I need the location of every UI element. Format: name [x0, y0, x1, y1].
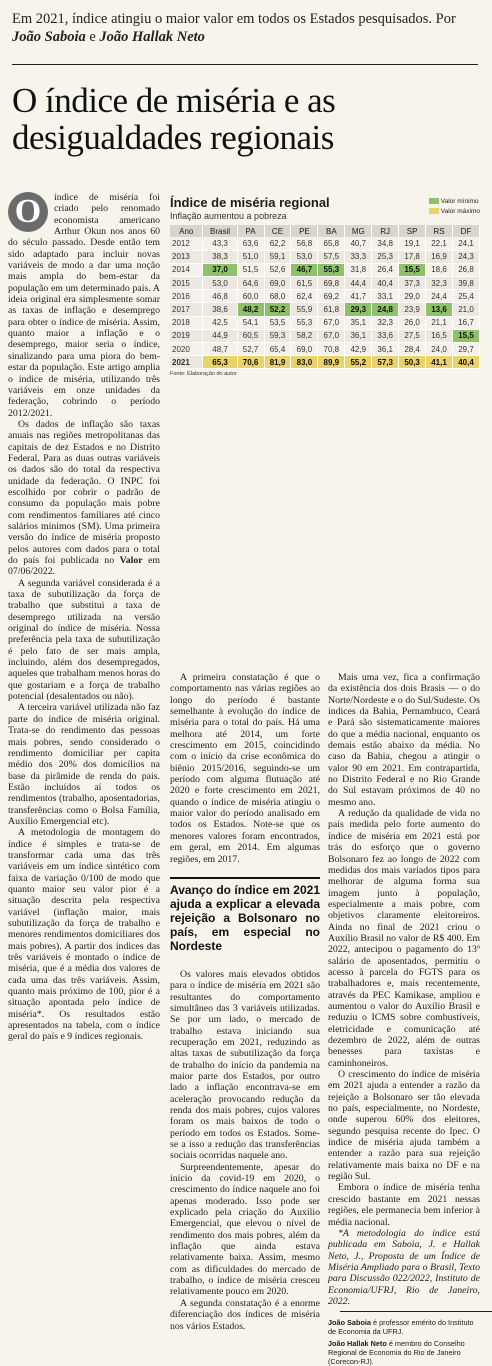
value-cell: 37,3 [399, 277, 426, 290]
misery-index-table [170, 195, 480, 377]
value-cell: 57,5 [318, 250, 345, 263]
column-header-rs: RS [426, 225, 453, 237]
drop-cap: O [8, 192, 48, 232]
paragraph: A segunda variável considerada é a taxa de subutilização da força de trabalho que substitui a taxa de desemprego utilizada na versão original do índice de miséria. Nossa preferência pela taxa de subutilização é pelo fato de ser mais ampla, incluindo, além dos desempregados, aqueles que trabalham menos horas do que gostariam e a força de trabalho potencial (desalentados ou não). [8, 577, 160, 703]
value-cell: 70,6 [237, 356, 264, 369]
year-cell: 2012 [170, 237, 203, 250]
column-header-df: DF [452, 225, 479, 237]
paragraph: A redução da qualidade de vida no país medida pelo forte aumento do índice de miséria em 2021 está por trás do esforço que o governo Bolsonaro fez ao longo de 2022 com medidas dos mais variados tipos para melhorar de alguma forma sua imagem junto à população, especialmente a mais pobre, com objetivos claramente eleitoreiros. Ainda no final de 2021 criou o Auxílio Brasil no valor de R$ 400. Em 2022, antecipou o pagamento do 13º salário de aposentados, permitiu o acesso à parcela do FGTS para os trabalhadores e, mais recentemente, através da PEC Kamikase, ampliou e aumentou o valor do Auxílio Brasil e reduziu o ICMS sobre combustíveis, eletricidade e comunicação até dezembro de 2022, além de outras benesses para taxistas e caminhoneiros. [328, 808, 480, 1069]
value-cell: 40,4 [452, 356, 479, 369]
value-cell: 25,3 [372, 250, 399, 263]
year-cell: 2021 [170, 356, 203, 369]
table-body [170, 237, 480, 369]
value-cell: 38,6 [203, 303, 237, 316]
value-cell: 15,5 [452, 329, 479, 342]
value-cell: 38,3 [203, 250, 237, 263]
value-cell: 33,1 [372, 290, 399, 303]
value-cell: 17,8 [399, 250, 426, 263]
year-cell: 2018 [170, 316, 203, 329]
value-cell: 15,5 [399, 263, 426, 276]
value-cell: 53,0 [203, 277, 237, 290]
paragraph-text: em 07/06/2022. [8, 555, 161, 578]
value-cell: 36,1 [372, 343, 399, 356]
value-cell: 70,8 [318, 343, 345, 356]
value-cell: 48,7 [203, 343, 237, 356]
value-cell: 33,3 [345, 250, 372, 263]
year-cell: 2015 [170, 277, 203, 290]
value-cell: 61,5 [291, 277, 318, 290]
value-cell: 24,0 [426, 343, 453, 356]
footnote: *A metodologia do índice está publicada em Saboia, J. e Hallak Neto, J., Proposta de um Índice de Miséria Ampliado para o Brasil, Texto para Discussão 022/2022, Instituto de Economia/UFRJ, Rio de Janeiro, 2022. [328, 1227, 480, 1307]
value-cell: 24,4 [426, 290, 453, 303]
value-cell: 28,4 [399, 343, 426, 356]
chart-source: Fonte: Elaboração do autor [170, 371, 237, 378]
value-cell: 46,8 [203, 290, 237, 303]
value-cell: 43,3 [203, 237, 237, 250]
value-cell: 69,0 [264, 277, 291, 290]
table-row [170, 316, 480, 329]
paragraph: Embora o índice de miséria tenha crescido bastante em 2021 nessas regiões, ele permanecia bem inferior à média nacional. [328, 1182, 480, 1228]
value-cell: 41,1 [426, 356, 453, 369]
table-row [170, 290, 480, 303]
value-cell: 25,4 [452, 290, 479, 303]
value-cell: 29,3 [345, 303, 372, 316]
column-header-brasil: Brasil [203, 225, 237, 237]
value-cell: 67,0 [318, 329, 345, 342]
bio-rule [340, 1311, 492, 1312]
author-bio-1 [328, 1318, 480, 1336]
paragraph: Mais uma vez, fica a confirmação da existência dos dois Brasis — o do Norte/Nordeste e o do Sul/Sudeste. Os índices da Bahia, Pernambuco, Ceará e Pará são sistematicamente maiores do que a média nacional, enquanto os demais estão abaixo da média. No caso da Bahia, chegou a atingir o valor 90 em 2021. Em contrapartida, no Distrito Federal e no Rio Grande do Sul estavam próximos de 40 no mesmo ano. [328, 672, 480, 808]
value-cell: 33,6 [372, 329, 399, 342]
value-cell: 16,5 [426, 329, 453, 342]
value-cell: 55,3 [291, 316, 318, 329]
top-rule [12, 64, 478, 65]
value-cell: 60,0 [237, 290, 264, 303]
paragraph [8, 419, 160, 578]
table-row [170, 356, 480, 369]
column-header-rj: RJ [372, 225, 399, 237]
column-header-ano: Ano [170, 225, 203, 237]
value-cell: 60,5 [237, 329, 264, 342]
year-cell: 2019 [170, 329, 203, 342]
bio-text: é professor emérito do Instituto de Economia da UFRJ. [328, 1318, 474, 1337]
value-cell: 46,7 [291, 263, 318, 276]
value-cell: 53,0 [291, 250, 318, 263]
value-cell: 39,8 [452, 277, 479, 290]
value-cell: 51,0 [237, 250, 264, 263]
table-row [170, 303, 480, 316]
bio-text: é membro do Conselho Regional de Economia do Rio de Janeiro (Corecon-RJ). [328, 1338, 465, 1366]
value-cell: 36,1 [345, 329, 372, 342]
value-cell: 53,5 [264, 316, 291, 329]
column-header-sp: SP [399, 225, 426, 237]
author-1: João Saboia [12, 29, 86, 45]
value-cell: 41,7 [345, 290, 372, 303]
column-header-pa: PA [237, 225, 264, 237]
table-row [170, 329, 480, 342]
value-cell: 23,9 [399, 303, 426, 316]
value-cell: 16,9 [426, 250, 453, 263]
value-cell: 44,4 [345, 277, 372, 290]
paragraph: A primeira constatação é que o comportamento nas várias regiões ao longo do período é bastante semelhante à evolução do índice de miséria para o total do país. Há uma melhora até 2014, um forte crescimento em 2015, coincidindo com o início da crise econômica do biênio 2015/2016, seguindo-se um período com alguma flutuação até 2020 e forte crescimento em 2021, quando o índice de miséria atingiu o maior valor do período analisado em todos os Estados. Note-se que os menores valores foram encontrados, em geral, em 2014. Em algumas regiões, em 2017. [170, 672, 320, 865]
value-cell: 67,0 [318, 316, 345, 329]
value-cell: 62,4 [291, 290, 318, 303]
value-cell: 37,0 [203, 263, 237, 276]
value-cell: 52,2 [264, 303, 291, 316]
year-cell: 2020 [170, 343, 203, 356]
legend-min [429, 197, 480, 207]
value-cell: 35,1 [345, 316, 372, 329]
author-2: João Hallak Neto [99, 29, 205, 45]
value-cell: 29,0 [399, 290, 426, 303]
value-cell: 29,7 [452, 343, 479, 356]
paragraph: O crescimento do índice de miséria em 2021 ajuda a entender a razão da rejeição a Bolsonaro ser tão elevada no país, especialmente, no Nordeste, onde superou 60% dos eleitores, segundo pesquisa recente do Ipec. O índice de miséria ajuda também a entender a razão para sua rejeição relativamente mais baixa no DF e na região Sul. [328, 1069, 480, 1183]
paragraph-text: Os dados de inflação são taxas anuais nas regiões metropolitanas das capitais de dez Estados e no Distrito Federal. Para as duas outras variáveis os dados são do total da respectiva unidade da federação. O INPC foi escolhido por cobrir o padrão de consumo da população mais pobre com rendimentos familiares até cinco salários mínimos (SM). Uma primeira versão do índice de miséria proposto pelos autores com dados para o total do país foi publicada no [8, 418, 160, 566]
value-cell: 16,7 [452, 316, 479, 329]
value-cell: 61,8 [318, 303, 345, 316]
value-cell: 57,3 [372, 356, 399, 369]
value-cell: 32,3 [426, 277, 453, 290]
value-cell: 21,0 [452, 303, 479, 316]
paragraph: A terceira variável utilizada não faz parte do índice de miséria original. Trata-se do rendimento das pessoas mais pobres, sendo considerado o rendimento domiciliar per capita médio dos 20% dos domicílios na base da pirâmide de renda do país. Estão incluídos aí todos os rendimentos (trabalho, aposentadorias, transferências como o Bolsa Família, Auxílio Emergencial etc). [8, 702, 160, 827]
table-row [170, 343, 480, 356]
chart-legend [429, 197, 480, 217]
value-cell: 52,7 [237, 343, 264, 356]
value-cell: 59,3 [264, 329, 291, 342]
value-cell: 65,8 [318, 237, 345, 250]
value-cell: 58,2 [291, 329, 318, 342]
headline: O índice de miséria e as desigualdades regionais [12, 81, 336, 157]
value-cell: 40,4 [372, 277, 399, 290]
paragraph: índice de miséria foi criado pelo renomado economista americano Arthur Okun nos anos 60 do século passado. Desde então tem sido adaptado para incluir novas variáveis de modo a dar uma noção mais ampla do bem-estar da população em um determinado país. A ideia original era simplesmente somar as taxas de inflação e desemprego para obter o índice de miséria. Assim, quanto maior a inflação e o desemprego, maior seria o índice, sinalizando para uma piora do bem-estar da população. Este artigo amplia o índice de miséria, utilizando três variáveis em onze unidades da federação, cobrindo o período 2012/2021. [8, 192, 160, 419]
chart-subtitle: Inflação aumentou a pobreza [170, 211, 287, 221]
year-cell: 2016 [170, 290, 203, 303]
value-cell: 59,1 [264, 250, 291, 263]
value-cell: 65,3 [203, 356, 237, 369]
value-cell: 69,2 [318, 290, 345, 303]
article-column-2 [170, 672, 320, 1332]
value-cell: 44,9 [203, 329, 237, 342]
year-cell: 2017 [170, 303, 203, 316]
value-cell: 40,7 [345, 237, 372, 250]
value-cell: 26,0 [399, 316, 426, 329]
table-row [170, 277, 480, 290]
value-cell: 22,1 [426, 237, 453, 250]
column-header-ce: CE [264, 225, 291, 237]
legend-max-label: Valor máximo [440, 208, 480, 215]
value-cell: 42,5 [203, 316, 237, 329]
value-cell: 27,5 [399, 329, 426, 342]
paragraph: Surpreendentemente, apesar do início da covid-19 em 2020, o crescimento do índice naquele ano foi apenas moderado. Isso pode ser explicado pela criação do Auxílio Emergencial, que elevou o nível de rendimento dos mais pobres, além da inflação que ainda estava relativamente baixa. Assim, mesmo com as dificuldades do mercado de trabalho, o índice de miséria cresceu relativamente pouco em 2020. [170, 1161, 320, 1298]
column-header-mg: MG [345, 225, 372, 237]
value-cell: 19,1 [399, 237, 426, 250]
year-cell: 2014 [170, 263, 203, 276]
bio-name: João Hallak Neto [328, 1338, 387, 1348]
paragraph: Os valores mais elevados obtidos para o índice de miséria em 2021 são resultantes do comportamento simultâneo das 3 variáveis utilizadas. Se por um lado, o mercado de trabalho estava iniciando sua recuperação em 2021, reduzindo as altas taxas de subutilização da força de trabalho do início da pandemia na maior parte dos Estados, por outro lado a inflação encontrava-se em aceleração provocando redução da renda dos mais pobres, cujos valores foram os mais baixos de todo o período em todos os Estados. Some-se a isso a redução das transferências sociais ocorridas naquele ano. [170, 968, 320, 1162]
value-cell: 68,0 [264, 290, 291, 303]
value-cell: 34,8 [372, 237, 399, 250]
value-cell: 69,0 [291, 343, 318, 356]
table-row [170, 250, 480, 263]
value-cell: 13,6 [426, 303, 453, 316]
bio-name: João Saboia [328, 1318, 371, 1328]
table-row [170, 263, 480, 276]
legend-min-swatch [429, 198, 439, 204]
value-cell: 21,1 [426, 316, 453, 329]
author-bio-2 [328, 1339, 480, 1366]
value-cell: 55,3 [318, 263, 345, 276]
value-cell: 64,6 [237, 277, 264, 290]
article-column-3 [328, 672, 480, 1366]
value-cell: 63,6 [237, 237, 264, 250]
table-header-row [170, 225, 480, 237]
legend-min-label: Valor mínimo [440, 198, 479, 205]
legend-max-swatch [429, 208, 439, 214]
kicker-conj: e [89, 29, 96, 45]
value-cell: 24,3 [452, 250, 479, 263]
kicker-text: Em 2021, índice atingiu o maior valor em todos os Estados pesquisados. Por [12, 11, 456, 27]
table-row [170, 237, 480, 250]
value-cell: 31,8 [345, 263, 372, 276]
value-cell: 50,3 [399, 356, 426, 369]
value-cell: 26,4 [372, 263, 399, 276]
value-cell: 52,6 [264, 263, 291, 276]
value-cell: 51,5 [237, 263, 264, 276]
value-cell: 54,1 [237, 316, 264, 329]
value-cell: 56,8 [291, 237, 318, 250]
legend-max [429, 207, 480, 217]
newspaper-name: Valor [119, 555, 143, 566]
value-cell: 69,8 [318, 277, 345, 290]
year-cell: 2013 [170, 250, 203, 263]
paragraph: A metodologia de montagem do índice é simples e trata-se de transformar cada uma das três variáveis em um índice sintético com faixa de variação 0/100 de modo que quanto maior seu valor pior é a situação descrita pela respectiva variável (inflação maior, mais subutilização da força de trabalho e menores rendimentos domiciliares dos mais pobres). A partir dos índices das três variáveis é montado o índice de miséria, que é a média dos valores de cada uma das três variáveis. Assim, quanto mais próximo de 100, pior é a situação apontada pelo índice de miséria*. Os resultados estão apresentados na tabela, com o índice geral do país e 9 índices regionais. [8, 827, 160, 1043]
crosshead: Avanço do índice em 2021 ajuda a explicar a elevada rejeição a Bolsonaro no país, em especial no Nordeste [170, 877, 320, 953]
value-cell: 65,4 [264, 343, 291, 356]
value-cell: 24,8 [372, 303, 399, 316]
value-cell: 81,9 [264, 356, 291, 369]
value-cell: 83,0 [291, 356, 318, 369]
value-cell: 24,1 [452, 237, 479, 250]
article-column-1 [8, 192, 160, 1192]
value-cell: 55,9 [291, 303, 318, 316]
value-cell: 32,3 [372, 316, 399, 329]
data-table [170, 225, 480, 369]
kicker [12, 10, 482, 46]
column-header-ba: BA [318, 225, 345, 237]
value-cell: 55,2 [345, 356, 372, 369]
value-cell: 89,9 [318, 356, 345, 369]
paragraph: A segunda constatação é a enorme diferenciação dos índices de miséria nos vários Estados. [170, 1297, 320, 1332]
value-cell: 18,6 [426, 263, 453, 276]
value-cell: 26,8 [452, 263, 479, 276]
column-header-pe: PE [291, 225, 318, 237]
value-cell: 42,9 [345, 343, 372, 356]
value-cell: 48,2 [237, 303, 264, 316]
chart-title: Índice de miséria regional [170, 195, 330, 210]
value-cell: 62,2 [264, 237, 291, 250]
